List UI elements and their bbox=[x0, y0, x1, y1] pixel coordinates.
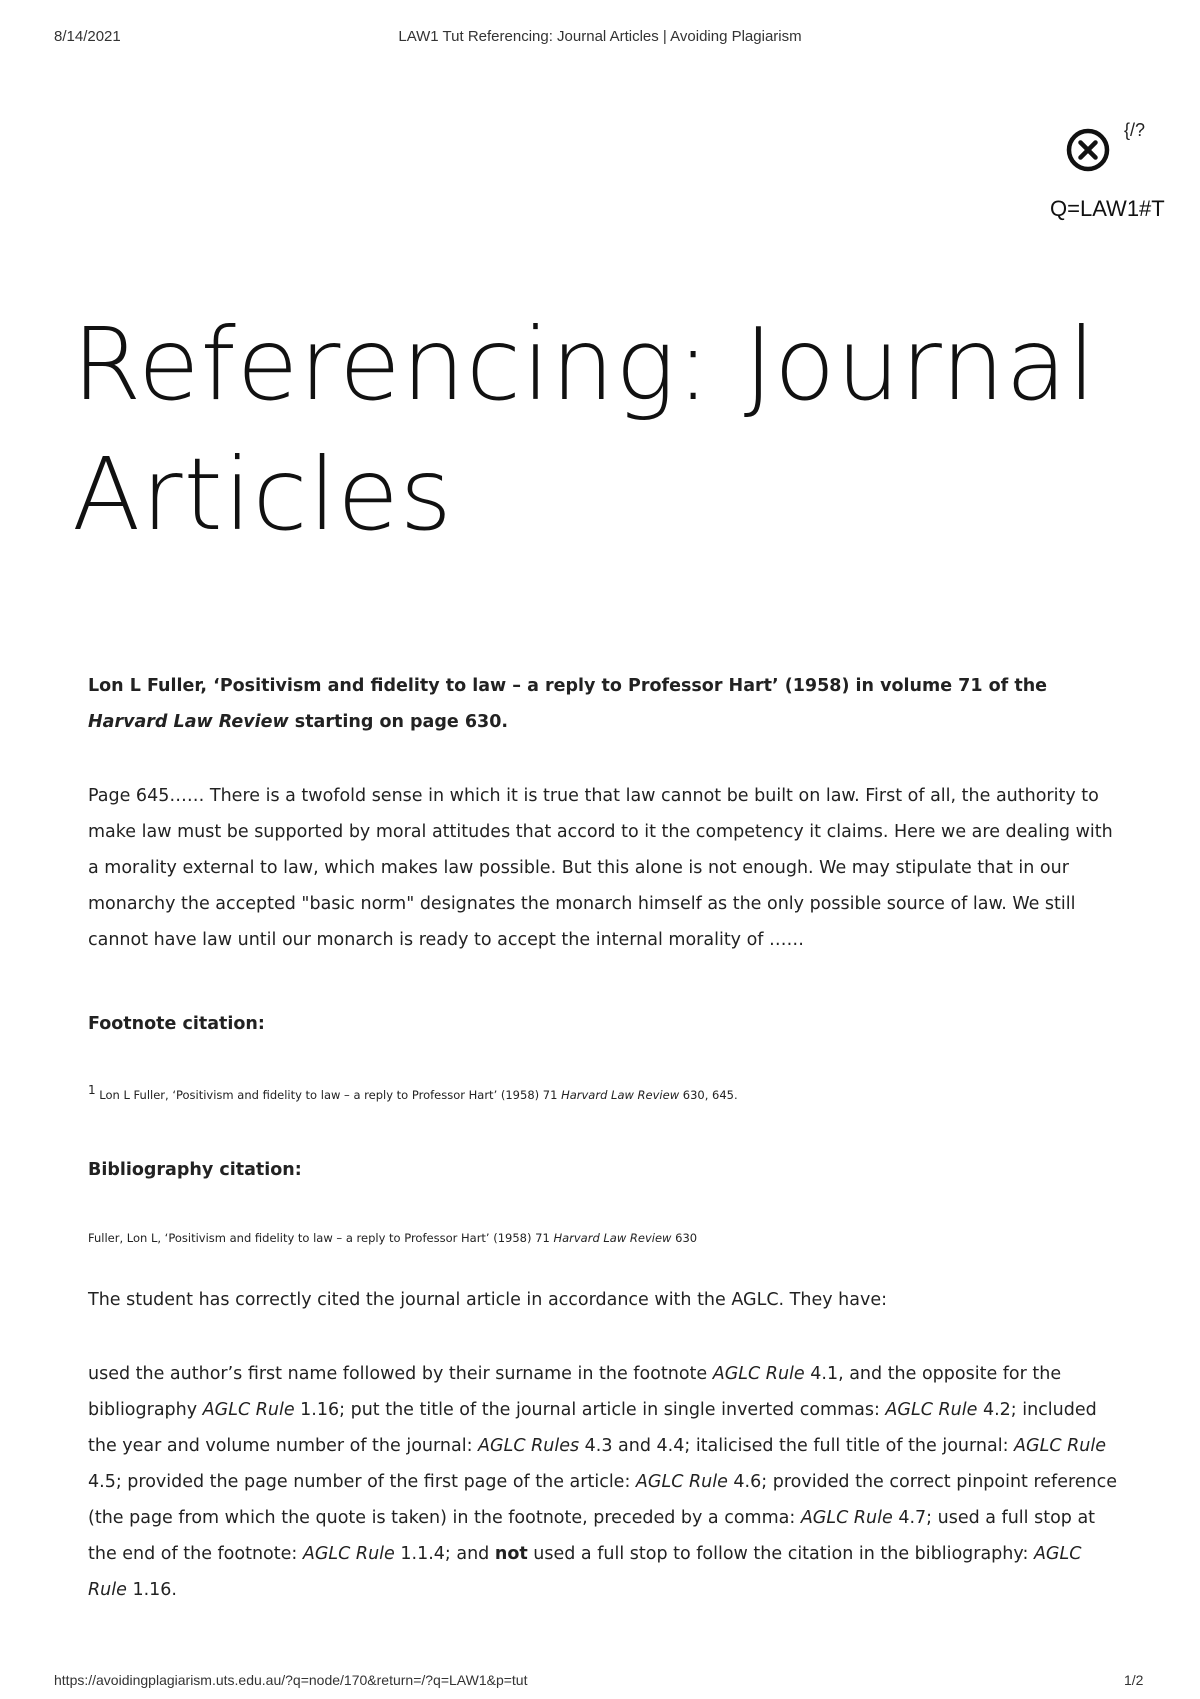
page-number: 1/2 bbox=[1124, 1672, 1144, 1688]
close-link-fragment: {/? bbox=[1124, 120, 1146, 140]
quote-paragraph: Page 645…… There is a twofold sense in which it is true that law cannot be built on law. First of all, the authority to make law must be supported by moral attitudes that accord to it the competency it claims. Here we are dealing with a morality external to law, which makes law possible. But this alone is not enough. We may stipulate that in our monarchy the accepted "basic norm" designates the monarch himself as the only possible source of law. We still cannot have law until our monarch is ready to accept the internal morality of …… bbox=[88, 786, 1113, 950]
print-page-title: LAW1 Tut Referencing: Journal Articles | Avoiding Plagiarism bbox=[398, 28, 802, 45]
print-footer bbox=[0, 1672, 1200, 1688]
summary-paragraph: used the author’s first name followed by their surname in the footnote AGLC Rule 4.1, and the opposite for the bibliography AGLC Rule 1.16; put the title of the journal article in single inverted commas: AGLC Rule 4.2; included the year and volume number of the journal: AGLC Rules 4.3 and 4.4; italicised the full title of the journal: AGLC Rule 4.5; provided the page number of the first page of the article: AGLC Rule 4.6; provided the correct pinpoint reference (the page from which the quote is taken) in the footnote, preceded by a comma: AGLC Rule 4.7; used a full stop at the end of the footnote: AGLC Rule 1.1.4; and not used a full stop to follow the citation in the bibliography: AGLC Rule 1.16. bbox=[88, 1364, 1118, 1600]
close-circle-icon bbox=[1064, 126, 1112, 174]
footnote-heading: Footnote citation: bbox=[88, 1014, 265, 1034]
print-header bbox=[0, 28, 1200, 52]
footnote-citation: $^1$ Lon L Fuller, ‘Positivism and fidelity to law – a reply to Professor Hart’ (1958) 71 Harvard Law Review 630, 645. bbox=[88, 1083, 738, 1102]
summary-intro: The student has correctly cited the journal article in accordance with the AGLC. They have: bbox=[88, 1290, 887, 1310]
footnote-number: 1 bbox=[88, 1083, 96, 1097]
page-title: Referencing: Journal Articles bbox=[72, 306, 1097, 553]
close-button[interactable] bbox=[1064, 126, 1112, 174]
journal-title: Harvard Law Review bbox=[88, 712, 289, 732]
close-link-query: Q=LAW1#T bbox=[1050, 196, 1165, 221]
bibliography-citation: Fuller, Lon L, ‘Positivism and fidelity to law – a reply to Professor Hart’ (1958) 71 Harvard Law Review 630 bbox=[88, 1231, 698, 1245]
bibliography-heading: Bibliography citation: bbox=[88, 1160, 302, 1180]
citation-heading: Lon L Fuller, ‘Positivism and fidelity to law – a reply to Professor Hart’ (1958) in volume 71 of the Harvard Law Review starting on page 630. bbox=[88, 676, 1048, 732]
print-date: 8/14/2021 bbox=[54, 28, 121, 45]
page-url: https://avoidingplagiarism.uts.edu.au/?q=node/170&return=/?q=LAW1&p=tut bbox=[54, 1672, 528, 1688]
